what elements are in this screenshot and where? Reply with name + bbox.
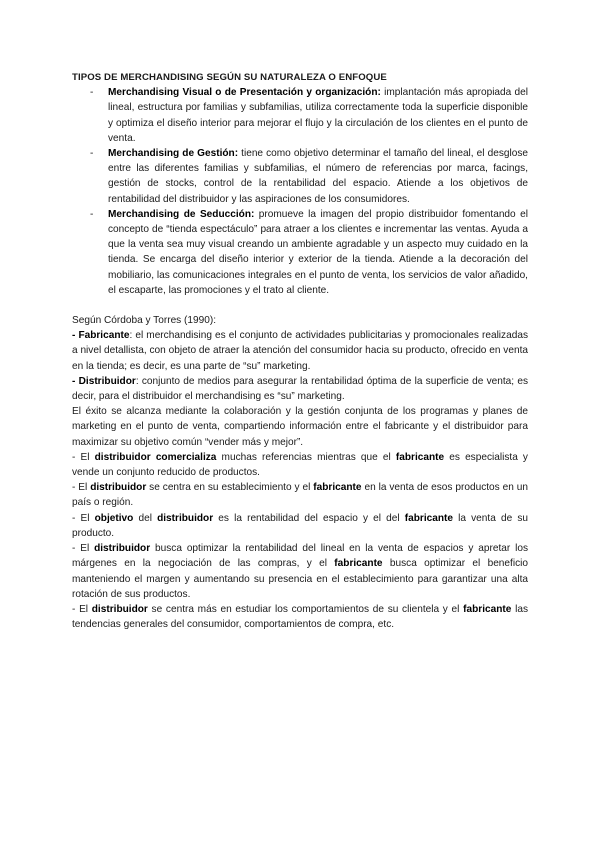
success-paragraph: El éxito se alcanza mediante la colaboración y la gestión conjunta de los programas y planes de marketing en el punto de venta, compartiendo información entre el fabricante y el distribuidor para maximizar su objetivo común “vender más y mejor”.	[72, 406, 528, 448]
list-dash: -	[90, 148, 94, 160]
fabricante-prefix: -	[72, 330, 79, 342]
document-title: TIPOS DE MERCHANDISING SEGÚN SU NATURALEZA O ENFOQUE	[72, 72, 387, 83]
document-page	[72, 70, 528, 632]
text-run: - El	[72, 482, 91, 494]
source-citation: Según Córdoba y Torres (1990):	[72, 315, 217, 327]
bold-term: distribuidor	[94, 543, 151, 555]
text-run: es especialista y vende un conjunto reducido de productos.	[72, 451, 528, 479]
text-run: del	[133, 512, 158, 524]
term-seduccion: Merchandising de Seducción:	[108, 208, 255, 220]
text-run: busca optimizar la rentabilidad del lineal en la venta de espacios y apretar los márgenes en la negociación de las compras, y el	[72, 543, 529, 570]
distribuidor-definition	[72, 374, 528, 404]
desc-gestion: tiene como objetivo determinar el tamaño del lineal, el desglose entre las diferentes familias y subfamilias, el número de referencias por marca, facings, gestión de stocks, control de la rentabilidad del espacio. Atiende a los objetivos de rentabilidad del distribuidor y las aspiraciones de los consumidores.	[108, 148, 529, 205]
text-run: la venta de su producto.	[72, 512, 528, 539]
bold-term: distribuidor comercializa	[94, 451, 217, 463]
text-run: - El	[72, 451, 95, 463]
distribuidor-term: Distribuidor	[78, 375, 136, 387]
fabricante-text: : el merchandising es el conjunto de actividades publicitarias y promocionales realizadas a nivel detallista, con objeto de atraer la atención del consumidor hacia su producto, ofrecido en venta en la tienda; es decir, es una parte de “su” marketing.	[72, 330, 528, 372]
fabricante-definition	[72, 328, 528, 374]
bold-term: fabricante	[404, 512, 453, 524]
bold-term: distribuidor	[90, 482, 147, 494]
merchandising-types-list	[72, 85, 528, 298]
term-visual: Merchandising Visual o de Presentación y organización:	[108, 87, 381, 99]
bold-term: distribuidor	[157, 512, 214, 524]
list-item-visual	[72, 85, 528, 146]
text-run: es la rentabilidad del espacio y el del	[213, 512, 405, 524]
bold-term: objetivo	[94, 512, 134, 524]
list-item-gestion	[72, 146, 528, 207]
bold-term: fabricante	[334, 558, 383, 570]
desc-visual: implantación más apropiada del lineal, estructura por familias y subfamilias, utiliza correctamente toda la superficie disponible y optimiza el diseño interior para mejorar el flujo y la circulación de los clientes en el punto de venta.	[108, 87, 528, 144]
list-dash: -	[90, 208, 94, 220]
distribuidor-text: : conjunto de medios para asegurar la rentabilidad óptima de la superficie de venta; es decir, para el distribuidor el merchandising es “su” marketing.	[72, 375, 528, 403]
text-run: - El	[72, 512, 95, 524]
difference-4	[72, 541, 528, 602]
text-run: se centra más en estudiar los comportamientos de su clientela y el	[147, 603, 464, 615]
difference-5	[72, 602, 528, 632]
bold-term: fabricante	[313, 482, 362, 494]
desc-seduccion: promueve la imagen del propio distribuidor fomentando el concepto de “tienda espectáculo” para atraer a los clientes e incrementar las ventas. Ayuda a que la venta sea muy visual creando un ambiente agradable y un aspecto muy cuidado en la tienda. Se encarga del diseño interior y exterior de la tienda. Atiende a la decoración del mobiliario, las comunicaciones integrales en el punto de venta, los servicios de valor añadido, el escaparte, las promociones y el trato al cliente.	[108, 208, 528, 296]
paragraph-spacer	[72, 298, 528, 313]
text-run: en la venta de esos productos en un país o región.	[72, 482, 529, 509]
fabricante-term: Fabricante	[78, 330, 130, 342]
bold-term: fabricante	[463, 603, 512, 615]
list-item-seduccion	[72, 207, 528, 298]
difference-2	[72, 480, 528, 510]
difference-3	[72, 511, 528, 541]
text-run: - El	[72, 543, 95, 555]
bold-term: fabricante	[395, 451, 445, 463]
text-run: muchas referencias mientras que el	[216, 451, 396, 463]
text-run: - El	[72, 603, 92, 615]
distribuidor-prefix: -	[72, 375, 79, 387]
text-run: las tendencias generales del consumidor, comportamientos de compra, etc.	[72, 603, 528, 631]
term-gestion: Merchandising de Gestión:	[108, 148, 239, 160]
bold-term: distribuidor	[91, 603, 148, 615]
text-run: se centra en su establecimiento y el	[146, 482, 314, 494]
text-run: busca optimizar el beneficio manteniendo el margen y aumentando su presencia en el establecimiento para garantizar una alta rotación de sus productos.	[72, 558, 528, 600]
list-dash: -	[90, 87, 94, 99]
difference-1	[72, 450, 528, 480]
